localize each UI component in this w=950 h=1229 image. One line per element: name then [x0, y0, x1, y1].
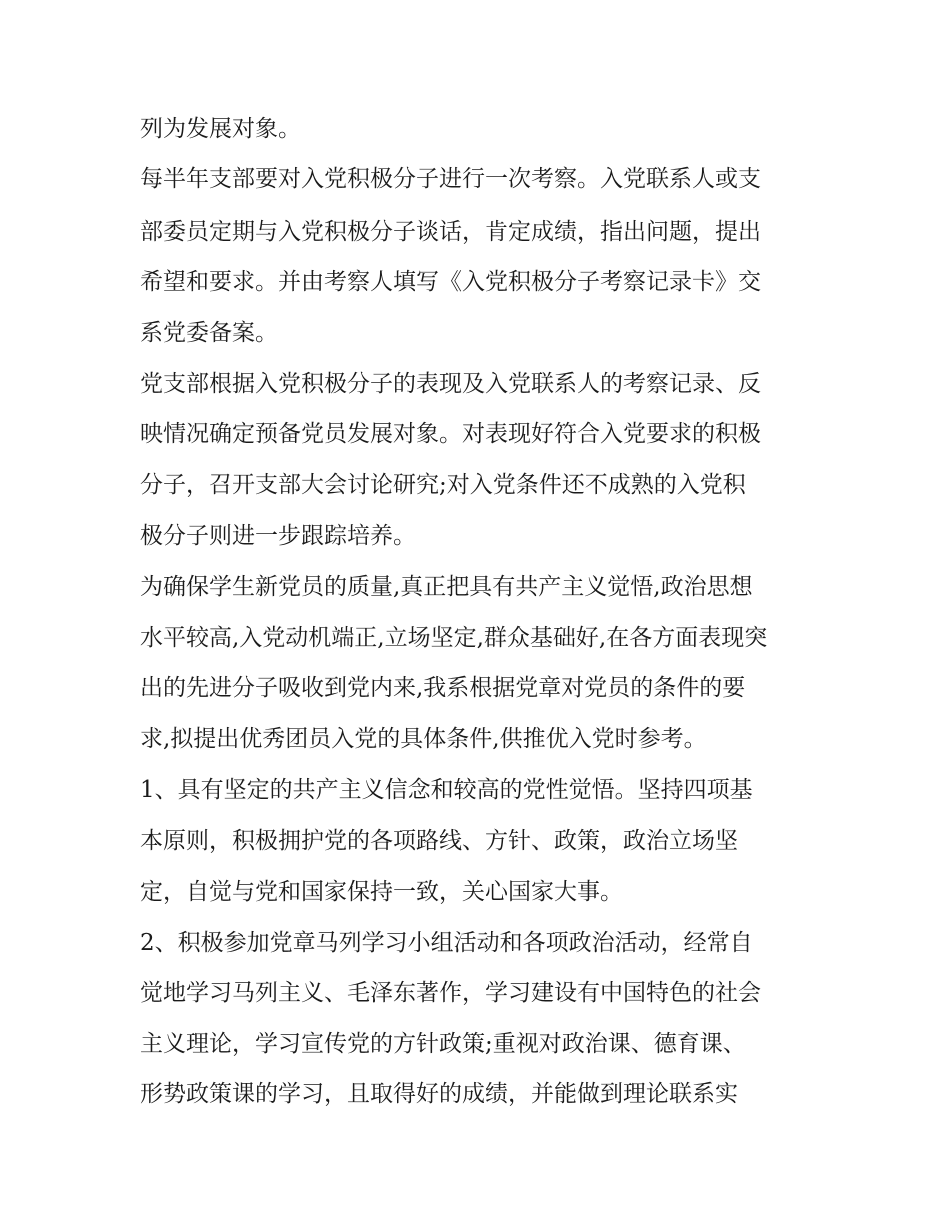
paragraph-line: 出的先进分子吸收到党内来,我系根据党章对党员的条件的要 [140, 675, 746, 701]
paragraph-line: 党支部根据入党积极分子的表现及入党联系人的考察记录、反 [140, 371, 761, 397]
paragraph-line: 求,拟提出优秀团员入党的具体条件,供推优入党时参考。 [140, 726, 707, 752]
paragraph-line: 定，自觉与党和国家保持一致，关心国家大事。 [140, 879, 623, 905]
paragraph-line: 本原则，积极拥护党的各项路线、方针、政策，政治立场坚 [140, 828, 738, 854]
paragraph-line: 为确保学生新党员的质量,真正把具有共产主义觉悟,政治思想 [140, 574, 753, 600]
paragraph-line: 映情况确定预备党员发展对象。对表现好符合入党要求的积极 [140, 421, 761, 447]
paragraph-line: 部委员定期与入党积极分子谈话，肯定成绩，指出问题，提出 [140, 219, 761, 245]
paragraph-line: 觉地学习马列主义、毛泽东著作，学习建设有中国特色的社会 [140, 980, 761, 1006]
paragraph-line: 2、积极参加党章马列学习小组活动和各项政治活动，经常自 [140, 930, 753, 956]
paragraph-line: 主义理论，学习宣传党的方针政策;重视对政治课、德育课、 [140, 1031, 746, 1057]
paragraph-line: 水平较高,入党动机端正,立场坚定,群众基础好,在各方面表现突 [140, 625, 768, 651]
paragraph-line: 列为发展对象。 [140, 116, 301, 142]
paragraph-line: 极分子则进一步跟踪培养。 [140, 523, 416, 549]
paragraph-line: 形势政策课的学习，且取得好的成绩，并能做到理论联系实 [140, 1081, 738, 1107]
paragraph-line: 1、具有坚定的共产主义信念和较高的党性觉悟。坚持四项基 [140, 777, 753, 803]
paragraph-line: 分子，召开支部大会讨论研究;对入党条件还不成熟的入党积 [140, 472, 746, 498]
paragraph-line: 每半年支部要对入党积极分子进行一次考察。入党联系人或支 [140, 166, 761, 192]
paragraph-line: 系党委备案。 [140, 320, 278, 346]
paragraph-line: 希望和要求。并由考察人填写《入党积极分子考察记录卡》交 [140, 269, 761, 295]
